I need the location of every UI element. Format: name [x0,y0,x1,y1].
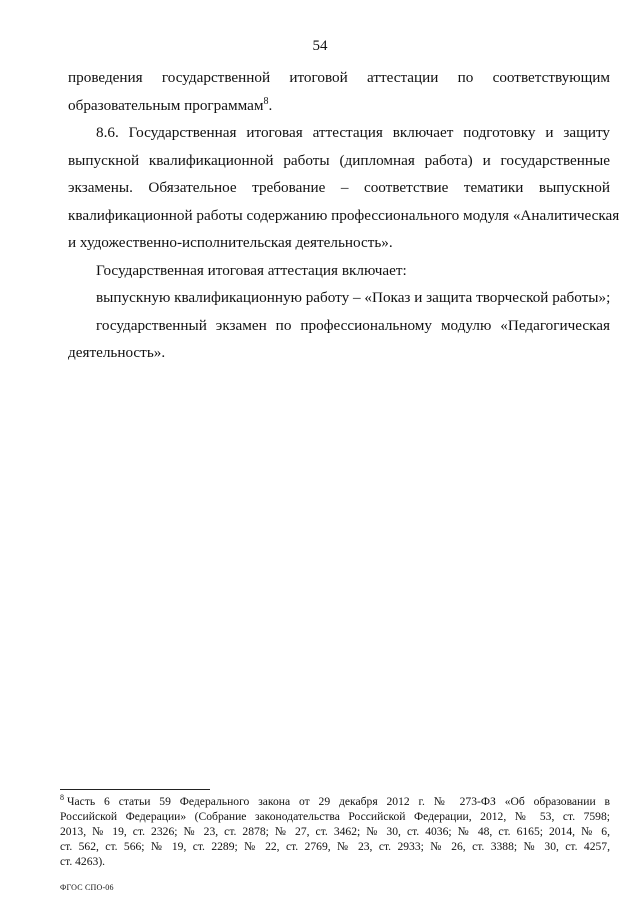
footnote-reference[interactable]: 8 [263,95,269,107]
paragraph-1-line-2 [68,92,610,120]
footnote-line-5: ст. 4263). [60,855,106,868]
footnote-number: 8 [60,793,64,803]
paragraph-1-line-2-end: . [268,96,273,114]
body-text [68,64,620,367]
footnote-line-2: Российской Федерации» (Собрание законодательства Российской Федерации, 2012, № 53, ст. 7598; [60,810,610,823]
paragraph-4: выпускную квалификационную работу – «Показ и защита творческой работы»; [96,289,611,306]
paragraph-2-line-2: выпускной квалификационной работы (дипломная работа) и государственные [68,151,610,169]
paragraph-5-line-1: государственный экзамен по профессиональному модулю «Педагогическая [96,316,610,334]
paragraph-2-line-5: и художественно-исполнительская деятельность». [68,234,393,251]
footnote-line-4: ст. 562, ст. 566; № 19, ст. 2289; № 22, ст. 2769, № 23, ст. 2933; № 26, ст. 3388; № 30, ст. 4257, [60,840,610,853]
paragraph-2-line-3: экзамены. Обязательное требование – соответствие тематики выпускной [68,179,610,196]
paragraph-1-line-1: проведения государственной итоговой аттестации по соответствующим [68,69,610,86]
page-number: 54 [312,38,328,54]
footnote-line-1-text: Часть 6 статьи 59 Федерального закона от 29 декабря 2012 г. № 273-ФЗ «Об образовании в [67,795,610,808]
footnote-divider [60,789,210,790]
paragraph-3: Государственная итоговая аттестация включает: [96,261,407,279]
footnote-line-1 [60,794,610,809]
paragraph-1-line-2-text: образовательным программам [68,96,264,114]
paragraph-5-line-2: деятельность». [68,344,166,361]
paragraph-2-line-1: 8.6. Государственная итоговая аттестация включает подготовку и защиту [96,124,610,141]
paragraph-2-line-4: квалификационной работы содержанию профессионального модуля «Аналитическая [68,206,620,224]
footnote-line-3: 2013, № 19, ст. 2326; № 23, ст. 2878; № 27, ст. 3462; № 30, ст. 4036; № 48, ст. 6165; 2014, № 6, [60,825,610,838]
document-code: ФГОС СПО-06 [60,883,114,892]
footnote-block [60,794,610,869]
